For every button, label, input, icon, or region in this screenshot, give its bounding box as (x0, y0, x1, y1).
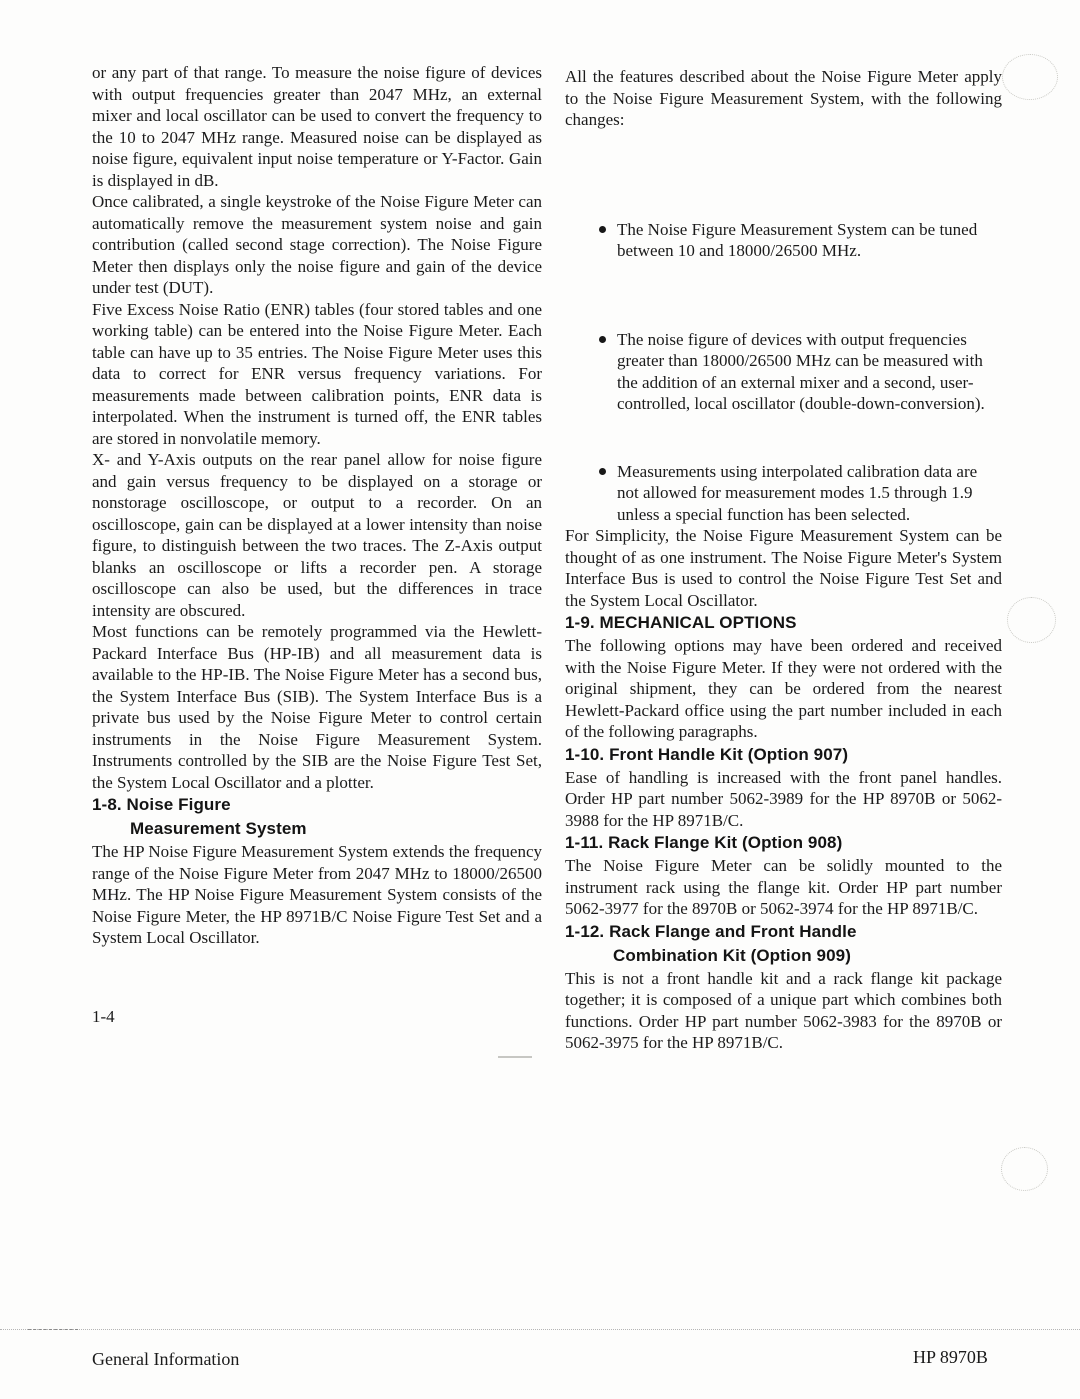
footer-divider (0, 1329, 1080, 1330)
scan-speck-artifact (498, 1056, 532, 1058)
paragraph-combination-kit: This is not a front handle kit and a rack flange kit package together; it is composed of a unique part which combines both functions. Order HP part number 5062-3983 for the 8970B or 5062-3975 for the HP 8971B/C. (565, 968, 1002, 1052)
section-heading-1-10: 1-10. Front Handle Kit (Option 907) (565, 744, 849, 764)
bullet-icon (599, 468, 606, 475)
heading-1-8-line2: Measurement System (130, 819, 307, 838)
section-heading-1-11: 1-11. Rack Flange Kit (Option 908) (565, 833, 843, 852)
bullet-item-tuning-range (565, 219, 1002, 262)
section-heading-1-9: 1-9. MECHANICAL OPTIONS (565, 613, 797, 632)
paragraph-simplicity: For Simplicity, the Noise Figure Measurement System can be thought of as one instrument. The Noise Figure Meter's System Interface Bus is used to control the Noise Figure Test Set and the System Local Oscillator. (565, 526, 1002, 610)
bullet-icon (599, 336, 606, 343)
footer-divider-dark-segment (28, 1329, 78, 1330)
bullet-text: Measurements using interpolated calibration data are not allowed for measurement modes 1.5 through 1.9 unless a special function has been selected. (617, 461, 978, 524)
bullet-item-external-mixer (565, 329, 1002, 415)
right-column (565, 0, 1002, 1054)
paragraph-enr-tables: Five Excess Noise Ratio (ENR) tables (four stored tables and one working table) can be entered into the Noise Figure Meter. Each table can have up to 35 entries. The Noise Figure Meter uses this data to correct for ENR versus frequency variations. For measurements made between calibration points, ENR data is interpolated. When the instrument is turned off, the ENR tables are stored in nonvolatile memory. (92, 299, 542, 448)
paragraph-measurement-system: The HP Noise Figure Measurement System extends the frequency range of the Noise Figure Meter from 2047 MHz to 18000/26500 MHz. The HP Noise Figure Measurement System consists of the Noise Figure Meter, the HP 8971B/C Noise Figure Test Set and a System Local Oscillator. (92, 842, 542, 947)
hole-punch-artifact (1002, 54, 1058, 100)
hole-punch-artifact (1001, 1147, 1048, 1191)
paragraph-xy-axis-outputs: X- and Y-Axis outputs on the rear panel allow for noise figure and gain versus frequency to be displayed on a storage or nonstorage oscilloscope, or output to a recorder. On an oscilloscope, gain can be displayed at a lower intensity than noise figure, to distinguish between the two traces. The Z-Axis output blanks an oscilloscope or lifts a recorder pen. A storage oscilloscope can also be used, but the differences in trace intensity are obscured. (92, 450, 542, 620)
section-heading-1-8 (92, 793, 542, 841)
bullet-item-interpolated-calibration (565, 461, 1002, 526)
paragraph-front-handle-kit: Ease of handling is increased with the front panel handles. Order HP part number 5062-3989 for the HP 8970B or 5062-3988 for the HP 8971B/C. (565, 767, 1002, 830)
paragraph-mechanical-options: The following options may have been ordered and received with the Noise Figure Meter. If they were not ordered with the original shipment, they can be ordered from the nearest Hewlett-Packard office using the part number included in each of the following paragraphs. (565, 636, 1002, 741)
heading-1-8-line1: 1-8. Noise Figure (92, 795, 231, 814)
hole-punch-artifact (1007, 597, 1056, 643)
footer-section-title: General Information (92, 1349, 240, 1369)
paragraph-features-intro: All the features described about the Noise Figure Meter apply to the Noise Figure Measurement System, with the following changes: (565, 67, 1002, 129)
section-heading-1-12 (565, 920, 1002, 968)
paragraph-rack-flange-kit: The Noise Figure Meter can be solidly mounted to the instrument rack using the flange kit. Order HP part number 5062-3977 for the 8970B or 5062-3974 for the HP 8971B/C. (565, 856, 1002, 918)
bullet-icon (599, 226, 606, 233)
left-column (92, 0, 542, 1027)
paragraph-hpib-sib: Most functions can be remotely programmed via the Hewlett-Packard Interface Bus (HP-IB) and all measurement data is available to the HP-IB. The Noise Figure Meter has a second bus, the System Interface Bus (SIB). The System Interface Bus is a private bus used by the Noise Figure Meter to control certain instruments in the Noise Figure Measurement System. Instruments controlled by the SIB are the Noise Figure Test Set, the System Local Oscillator and a plotter. (92, 622, 542, 792)
heading-1-12-line2: Combination Kit (Option 909) (613, 945, 851, 965)
bullet-text: The Noise Figure Measurement System can be tuned between 10 and 18000/26500 MHz. (617, 219, 978, 260)
heading-1-12-line1: 1-12. Rack Flange and Front Handle (565, 921, 857, 941)
page-number: 1-4 (92, 1006, 115, 1026)
paragraph-frequency-range: or any part of that range. To measure the noise figure of devices with output frequencies greater than 2047 MHz, an external mixer and local oscillator can be used to convert the frequency to the 10 to 2047 MHz range. Measured noise can be displayed as noise figure, equivalent input noise temperature or Y-Factor. Gain is displayed in dB. (92, 63, 542, 190)
paragraph-calibration: Once calibrated, a single keystroke of the Noise Figure Meter can automatically remove the measurement system noise and gain contribution (called second stage correction). The Noise Figure Meter then displays only the noise figure and gain of the device under test (DUT). (92, 192, 542, 297)
bullet-text: The noise figure of devices with output frequencies greater than 18000/26500 MHz can be measured with the addition of an external mixer and a second, user-controlled, local oscillator (double-down-conversion). (617, 329, 985, 413)
footer-model-number: HP 8970B (913, 1347, 988, 1367)
